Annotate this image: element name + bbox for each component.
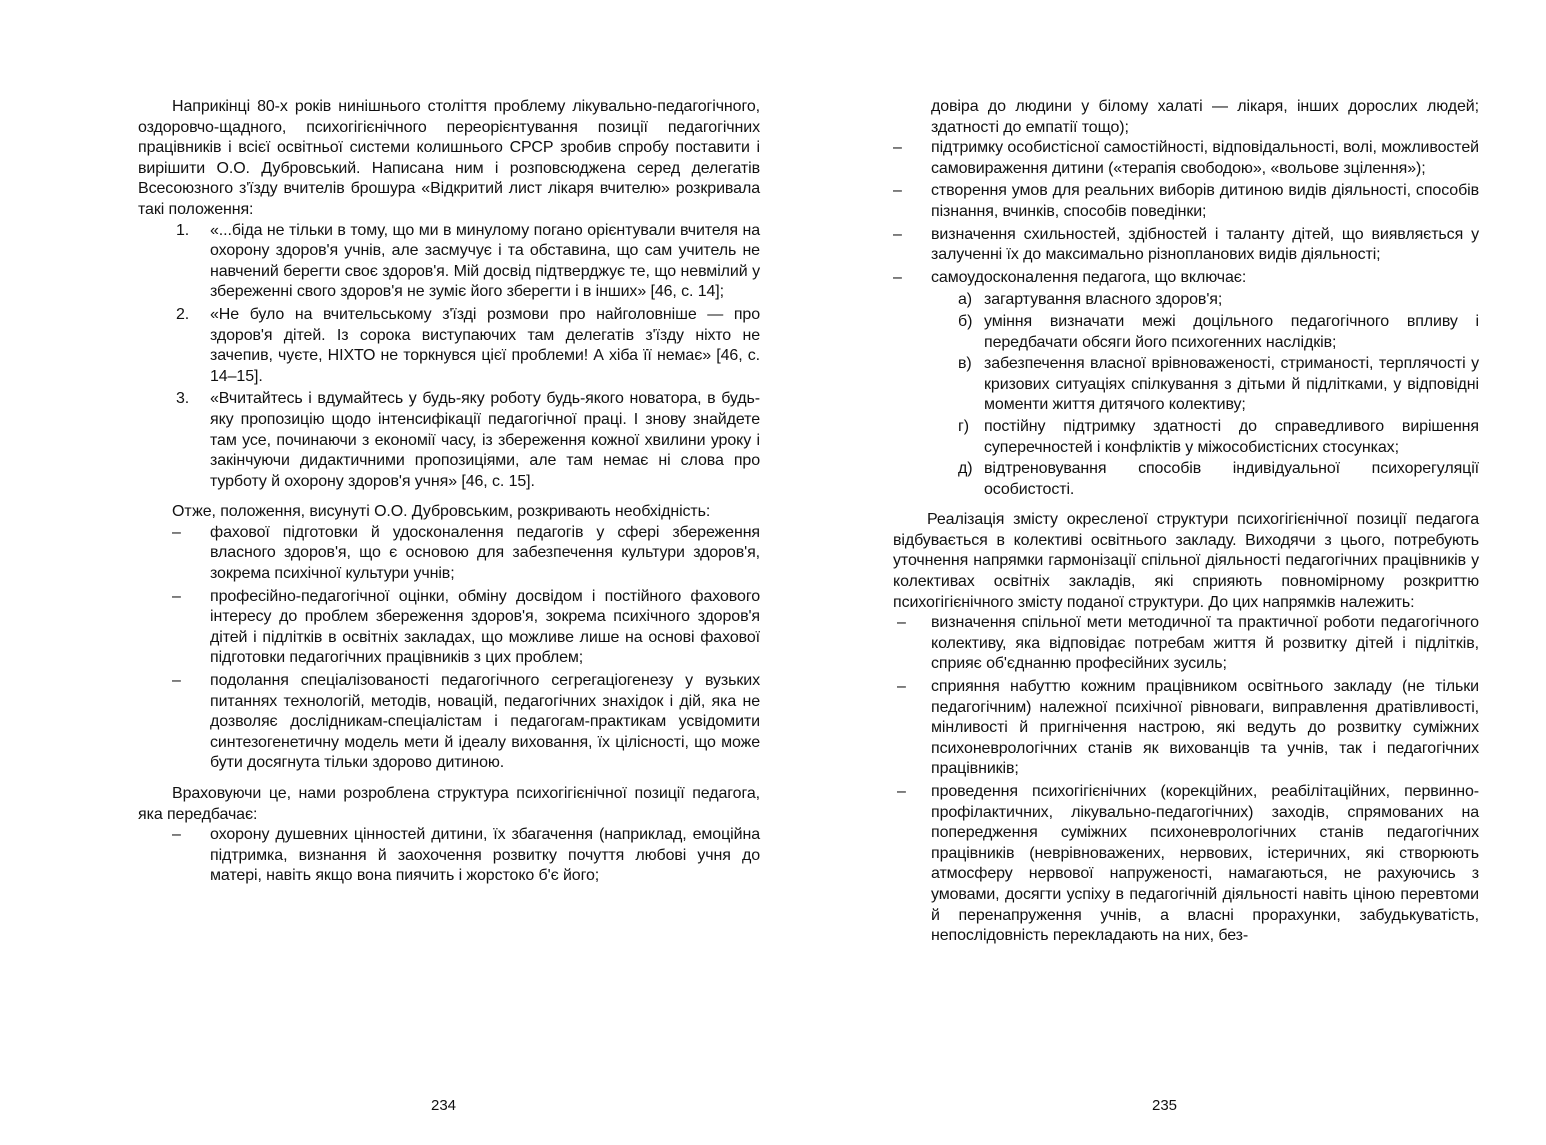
sub-marker: б): [958, 312, 973, 330]
numbered-item-1: [138, 221, 760, 303]
numbered-item-3: [138, 389, 760, 492]
item-text: «Не було на вчительському з'їзді розмови про найголовніше — про здоров'я дітей. Із сорока виступаючих там делегатів з'їзду ніхто не зачепив, чуєте, НІХТО не торкнувся цієї проблеми! А хіба її немає» [46, с. 14–15].: [210, 305, 760, 385]
dash-item: [893, 613, 1479, 675]
sub-item-v: [893, 354, 1479, 416]
item-text: визначення спільної мети методичної та практичної роботи педагогічного колективу, яка відповідає потребам життя й розвитку дітей і підлітків, сприяє об'єднанню професійних зусиль;: [931, 614, 1479, 673]
item-number: 3.: [176, 390, 190, 408]
item-text: охорону душевних цінностей дитини, їх збагачення (наприклад, емоційна підтримка, визнання й заохочення розвитку почуття любові учня до матері, навіть якщо вона пиячить і жорстоко б'є його;: [210, 826, 760, 885]
item-text: фахової підготовки й удосконалення педагогів у сфері збереження власного здоров'я, що є основою для забезпечення культури здоров'я, зокрема психічної культури учнів;: [210, 523, 760, 583]
sub-text: постійну підтримку здатності до справедливого вирішення суперечностей і конфліктів у міжособистісних стосунках;: [984, 417, 1479, 456]
item-text: сприяння набуттю кожним працівником освітнього закладу (не тільки педагогічним) належної психічної рівноваги, виправлення дратівливості, мінливості й пригнічення настрою, які ведуть до розвитку суміжних психоневрологічних станів як вихованців та учнів, так і педагогічних працівників;: [931, 678, 1479, 778]
dash-marker: –: [172, 523, 181, 541]
item-number: 1.: [176, 221, 190, 239]
sub-item-g: [893, 417, 1479, 458]
sub-item-d: [893, 459, 1479, 500]
page-number-right: 235: [1152, 1097, 1178, 1114]
sub-marker: д): [958, 460, 973, 478]
continuation-text: довіра до людини у білому халаті — лікаря, інших дорослих людей; здатності до емпатії тощо);: [931, 98, 1479, 136]
sub-text: уміння визначати межі доцільного педагогічного впливу і передбачати обсяги його психогенних наслідків;: [984, 312, 1479, 351]
dash-marker: –: [893, 182, 902, 200]
item-text: «...біда не тільки в тому, що ми в минулому погано орієнтували вчителя на охорону здоров'я учнів, але засмучує і та обставина, що сам учитель не навчений берегти своє здоров'я. Мій досвід підтверджує те, що невмілий у збереженні свого здоров'я не зуміє його зберегти і в інших» [46, с. 14];: [210, 221, 760, 301]
item-text: самоудосконалення педагога, що включає:: [931, 268, 1247, 286]
sub-text: загартування власного здоров'я;: [984, 291, 1223, 309]
dash-marker: –: [897, 614, 906, 632]
left-page: [138, 97, 760, 889]
dash-item: [893, 677, 1479, 780]
dash-item: [138, 671, 760, 774]
sub-text: забезпечення власної врівноваженості, стриманості, терплячості у кризових ситуаціях спілкування з дітьми й підлітками, у відповідні моменти життя дитячого колективу;: [984, 355, 1479, 414]
paragraph-conclusion: Отже, положення, висунуті О.О. Дубровським, розкривають необхідність:: [172, 503, 711, 521]
dash-marker: –: [172, 826, 181, 844]
dash-item: [138, 587, 760, 669]
dash-item: [893, 225, 1479, 266]
item-number: 2.: [176, 305, 190, 323]
dash-marker: –: [897, 678, 906, 696]
dash-item: [893, 138, 1479, 179]
right-page: [893, 97, 1479, 949]
sub-marker: в): [958, 355, 972, 373]
dash-marker: –: [172, 587, 181, 605]
dash-item: [893, 181, 1479, 222]
dash-marker: –: [893, 268, 902, 286]
dash-item: [138, 523, 760, 585]
item-text: підтримку особистісної самостійності, відповідальності, волі, можливостей самовираження дитини («терапія свободою», «вольове зцілення»);: [931, 139, 1479, 177]
dash-marker: –: [893, 225, 902, 243]
item-text: створення умов для реальних виборів дитиною видів діяльності, способів пізнання, вчинків, способів поведінки;: [931, 182, 1479, 220]
item-text: подолання спеціалізованості педагогічного сегрегаціогенезу у вузьких питаннях технологій, методів, новацій, педагогічних знахідок і дій, яка не дозволяє дослідникам-спеціалістам і педагогам-практикам усвідомити синтезогенетичну модель мети й ідеалу виховання, їх цілісності, що може бути досягнута тільки здорово дитиною.: [210, 672, 760, 772]
item-text: визначення схильностей, здібностей і таланту дітей, що виявляється у залученні їх до максимально різнопланових видів діяльності;: [931, 225, 1479, 264]
sub-text: відтреновування способів індивідуальної психорегуляції особистості.: [984, 460, 1479, 498]
item-text: «Вчитайтесь і вдумайтесь у будь-яку роботу будь-якого новатора, в будь-яку пропозицію щодо інтенсифікації педагогічної праці. І знову знайдете там усе, починаючи з економії часу, із збереження кожної хвилини уроку і закінчуючи дидактичними пропозиціями, але там немає ні слова про турботу й охорону здоров'я учня» [46, с. 15].: [210, 390, 760, 490]
paragraph-structure: Враховуючи це, нами розроблена структура психогігієнічної позиції педагога, яка передбачає:: [138, 785, 760, 823]
intro-paragraph: Наприкінці 80-х років нинішнього століття проблему лікувально-педагогічного, оздоровчо-щадного, психогігієнічного переорієнтування позиції педагогічних працівників і всієї освітньої системи колишнього СРСР зробив спробу поставити і вирішити О.О. Дубровський. Написана ним і розповсюджена серед делегатів Всесоюзного з'їзду вчителів брошура «Відкритий лист лікаря вчителю» розкривала такі положення:: [138, 98, 760, 218]
sub-marker: г): [958, 417, 969, 435]
item-text: професійно-педагогічної оцінки, обміну досвідом і постійного фахового інтересу до проблем збереження здоров'я, зокрема психічного здоров'я дітей і підлітків в освітніх закладах, що можливе лише на основі фахової підготовки педагогічних працівників з цих проблем;: [210, 587, 760, 667]
dash-item: [893, 268, 1479, 289]
dash-item: [138, 825, 760, 887]
sub-item-b: [893, 312, 1479, 353]
dash-marker: –: [893, 139, 902, 157]
paragraph-realization: Реалізація змісту окресленої структури психогігієнічної позиції педагога відбувається в колективі освітнього закладу. Виходячи з цього, потребують уточнення напрямки гармонізації спільної діяльності педагогічних працівників у колективах освітніх закладів, які сприяють повномірному розкриттю психогігієнічного змісту поданої структури. До цих напрямків належить:: [893, 511, 1479, 611]
dash-marker: –: [172, 672, 181, 690]
item-text: проведення психогігієнічних (корекційних, реабілітаційних, первинно-профілактичних, лікувально-педагогічних) заходів, спрямованих на попередження суміжних психоневрологічних станів педагогічних працівників (неврівноважених, нервових, істеричних, які створюють атмосферу нервової напруженості, намагаються, не рахуючись з умовами, досягти успіху в педагогічній діяльності навіть ціною перевтоми й перенапруження учнів, а власні прорахунки, забудькуватість, непослідовність перекладають на них, без-: [931, 783, 1479, 945]
page-number-left: 234: [431, 1097, 457, 1114]
dash-item: [893, 782, 1479, 947]
numbered-item-2: [138, 305, 760, 387]
sub-item-a: [893, 290, 1479, 311]
dash-marker: –: [897, 783, 906, 800]
sub-marker: а): [958, 291, 973, 309]
